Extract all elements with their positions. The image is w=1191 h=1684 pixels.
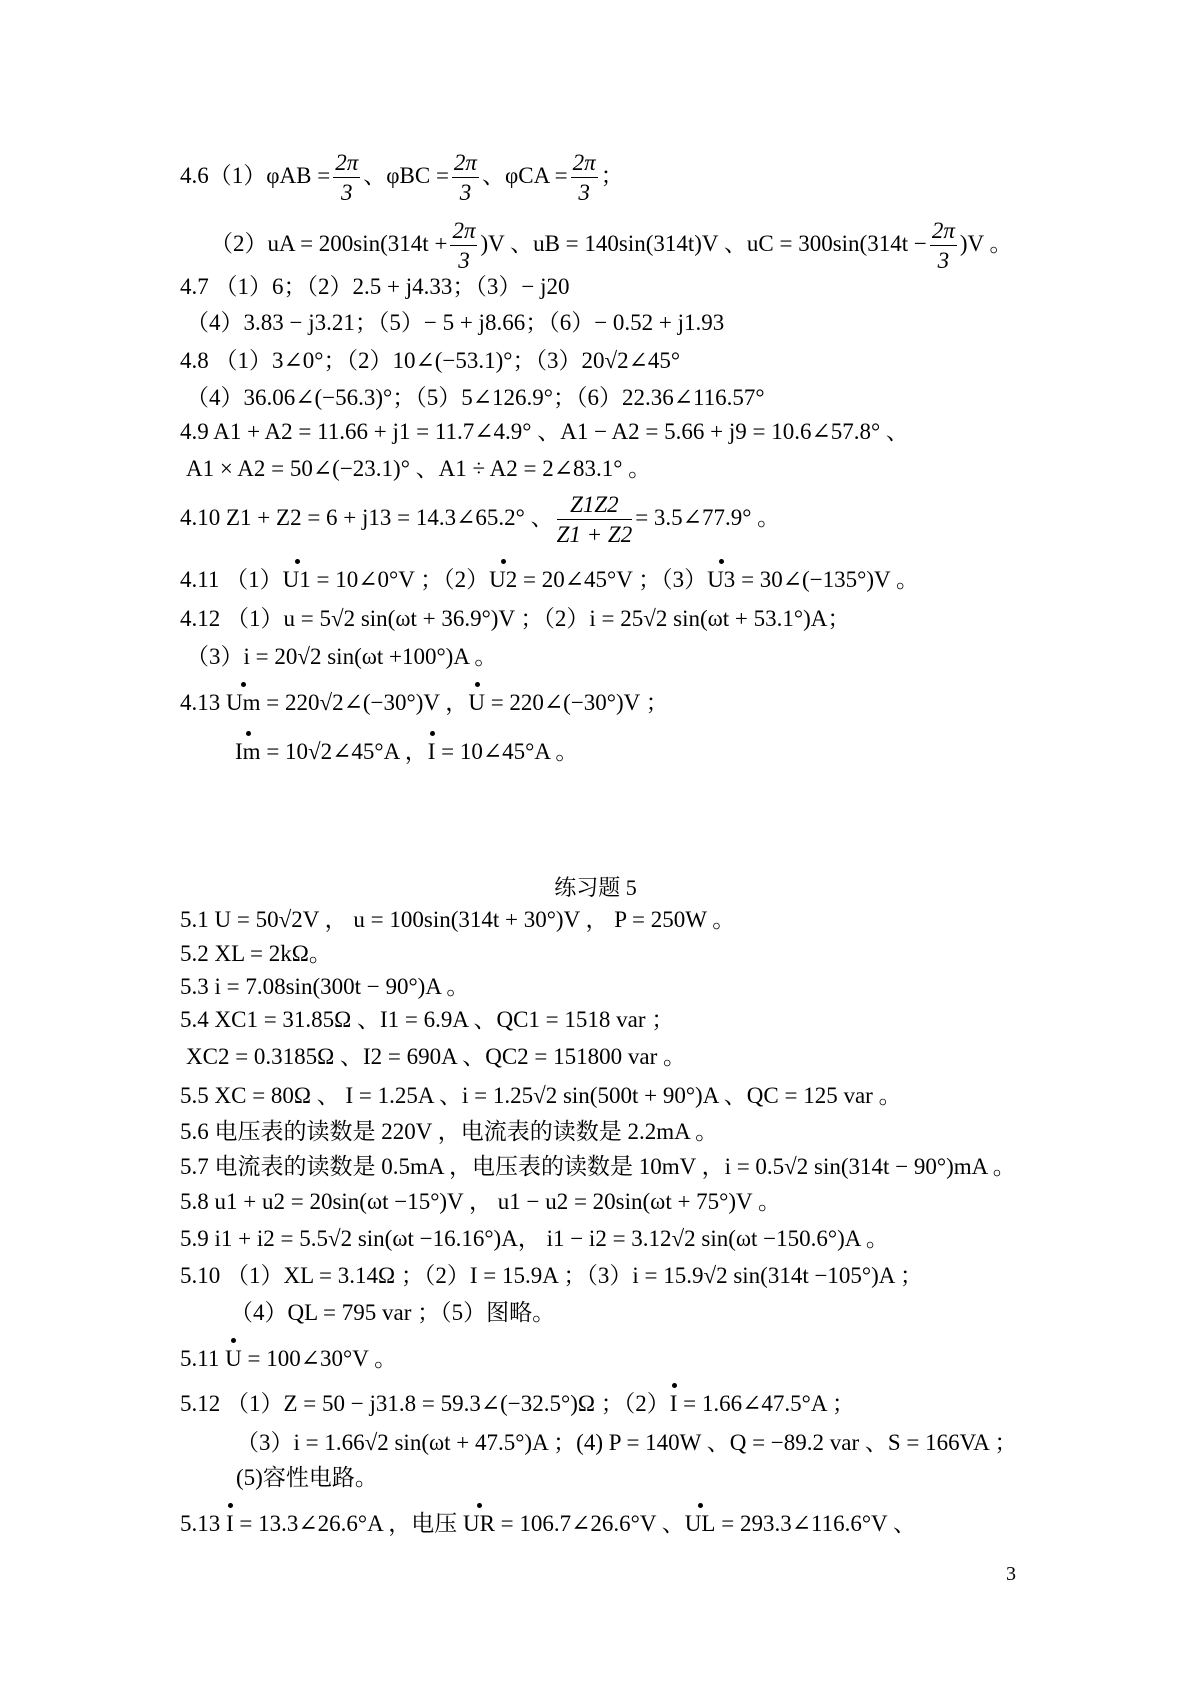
answer-label: 5.13 [180, 1511, 226, 1536]
phasor-symbol: U [225, 1346, 242, 1371]
answer-5-11: 5.11 U = 100∠30°V 。 [180, 1346, 398, 1371]
answer-4-11: 4.11 （1）U1 = 10∠0°V ；（2）U2 = 20∠45°V ；（3）U3 = 30∠(−135°)V 。 [180, 567, 919, 592]
answer-5-3: 5.3 i = 7.08sin(300t − 90°)A 。 [180, 974, 470, 999]
page-number: 3 [1006, 1563, 1016, 1585]
answer-4-13-line2: Im = 10√2∠45°A ，I = 10∠45°A 。 [235, 739, 579, 764]
answer-5-2: 5.2 XL = 2kΩ。 [180, 941, 332, 966]
fraction: $\frac{2\pi}{3}$ [452, 218, 476, 274]
answer-4-8-line1: 4.8 （1）3∠0°；（2）10∠(−53.1)°；（3）20√2∠45° [180, 348, 681, 373]
phasor-symbol: UL [684, 1511, 716, 1536]
answer-5-12-line3: (5)容性电路。 [236, 1465, 378, 1490]
answer-5-12-line2: （3）i = 1.66√2 sin(ωt + 47.5°)A ；(4) P = 140W 、Q = −89.2 var 、S = 166VA ； [236, 1430, 1018, 1455]
answer-4-13-line1: 4.13 Um = 220√2∠(−30°)V ，U = 220∠(−30°)V ； [180, 690, 669, 715]
phasor-symbol: U [468, 690, 485, 715]
answer-5-10-line1: 5.10 （1）XL = 3.14Ω ；（2）I = 15.9A ；（3）i = 15.9√2 sin(314t −105°)A ； [180, 1263, 923, 1288]
answer-5-10-line2: （4）QL = 795 var ；（5）图略。 [230, 1300, 556, 1325]
fraction: $\frac{2\pi}{3}$ [335, 150, 359, 206]
answer-5-8: 5.8 u1 + u2 = 20sin(ωt −15°)V ， u1 − u2 = 20sin(ωt + 75°)V 。 [180, 1189, 781, 1214]
answer-5-5: 5.5 XC = 80Ω 、 I = 1.25A 、i = 1.25√2 sin(500t + 90°)A 、QC = 125 var 。 [180, 1083, 902, 1108]
answer-4-9-line2: A1 × A2 = 50∠(−23.1)° 、A1 ÷ A2 = 2∠83.1° 。 [186, 456, 652, 481]
answer-5-12-line1: 5.12 （1）Z = 50 − j31.8 = 59.3∠(−32.5°)Ω ；（2）I = 1.66∠47.5°A ； [180, 1391, 855, 1416]
answer-5-7: 5.7 电流表的读数是 0.5mA ，电压表的读数是 10mV ，i = 0.5√2 sin(314t − 90°)mA 。 [180, 1154, 1016, 1179]
answer-4-12-line2: （3）i = 20√2 sin(ωt +100°)A 。 [186, 644, 498, 669]
phasor-symbol: U1 [282, 567, 311, 592]
answer-4-7-line1: 4.7 （1）6；（2）2.5 + j4.33；（3）− j20 [180, 274, 570, 299]
answer-5-4-line2: XC2 = 0.3185Ω 、I2 = 690A 、QC2 = 151800 var 。 [186, 1044, 687, 1069]
phasor-symbol: UR [462, 1511, 495, 1536]
fraction: $\frac{2\pi}{3}$ [572, 150, 596, 206]
fraction: $\frac{2\pi}{3}$ [931, 218, 955, 274]
phasor-symbol: I [427, 739, 436, 764]
answer-5-9: 5.9 i1 + i2 = 5.5√2 sin(ωt −16.16°)A， i1 − i2 = 3.12√2 sin(ωt −150.6°)A 。 [180, 1226, 889, 1251]
answer-4-6-part2: （2）uA = 200sin(314t + $\frac{2\pi}{3}$ )V 、uB = 140sin(314t)V 、uC = 300sin(314t − $\frac{2\pi}{3}$ )V 。 [210, 218, 1013, 274]
phasor-symbol: Um [226, 690, 261, 715]
answer-5-1: 5.1 U = 50√2V ， u = 100sin(314t + 30°)V ， P = 250W 。 [180, 907, 736, 932]
answer-4-12-line1: 4.12 （1）u = 5√2 sin(ωt + 36.9°)V ；（2）i = 25√2 sin(ωt + 53.1°)A； [180, 606, 851, 631]
fraction: $\frac{Z1Z2}{Z1 + Z2}$ [556, 492, 633, 548]
answer-4-8-line2: （4）36.06∠(−56.3)°；（5）5∠126.9°；（6）22.36∠116.57° [186, 385, 765, 410]
answer-4-10: 4.10 Z1 + Z2 = 6 + j13 = 14.3∠65.2° 、 $\frac{Z1Z2}{Z1 + Z2}$ = 3.5∠77.9° 。 [180, 492, 781, 548]
answer-5-4-line1: 5.4 XC1 = 31.85Ω 、I1 = 6.9A 、QC1 = 1518 var ； [180, 1007, 675, 1032]
phasor-symbol: I [226, 1511, 234, 1536]
phasor-symbol: I [669, 1391, 678, 1416]
phasor-symbol: U3 [707, 567, 736, 592]
answer-4-7-line2: （4）3.83 − j3.21；（5）− 5 + j8.66；（6）− 0.52 + j1.93 [186, 310, 725, 335]
phasor-symbol: Im [235, 739, 261, 764]
answer-4-6-part1: 4.6（1）φAB = $\frac{2\pi}{3}$ 、φBC = $\frac{2\pi}{3}$ 、φCA = $\frac{2\pi}{3}$ ； [180, 150, 624, 206]
section-title: 练习题 5 [554, 875, 637, 900]
answer-5-13: 5.13 I = 13.3∠26.6°A ，电压 UR = 106.7∠26.6°V 、UL = 293.3∠116.6°V 、 [180, 1511, 916, 1536]
answer-5-6: 5.6 电压表的读数是 220V ，电流表的读数是 2.2mA 。 [180, 1119, 719, 1144]
phasor-symbol: U2 [489, 567, 518, 592]
answer-4-9-line1: 4.9 A1 + A2 = 11.66 + j1 = 11.7∠4.9° 、A1 − A2 = 5.66 + j9 = 10.6∠57.8° 、 [180, 419, 909, 444]
answer-label: 4.6（1） [180, 163, 267, 189]
fraction: $\frac{2\pi}{3}$ [453, 150, 477, 206]
